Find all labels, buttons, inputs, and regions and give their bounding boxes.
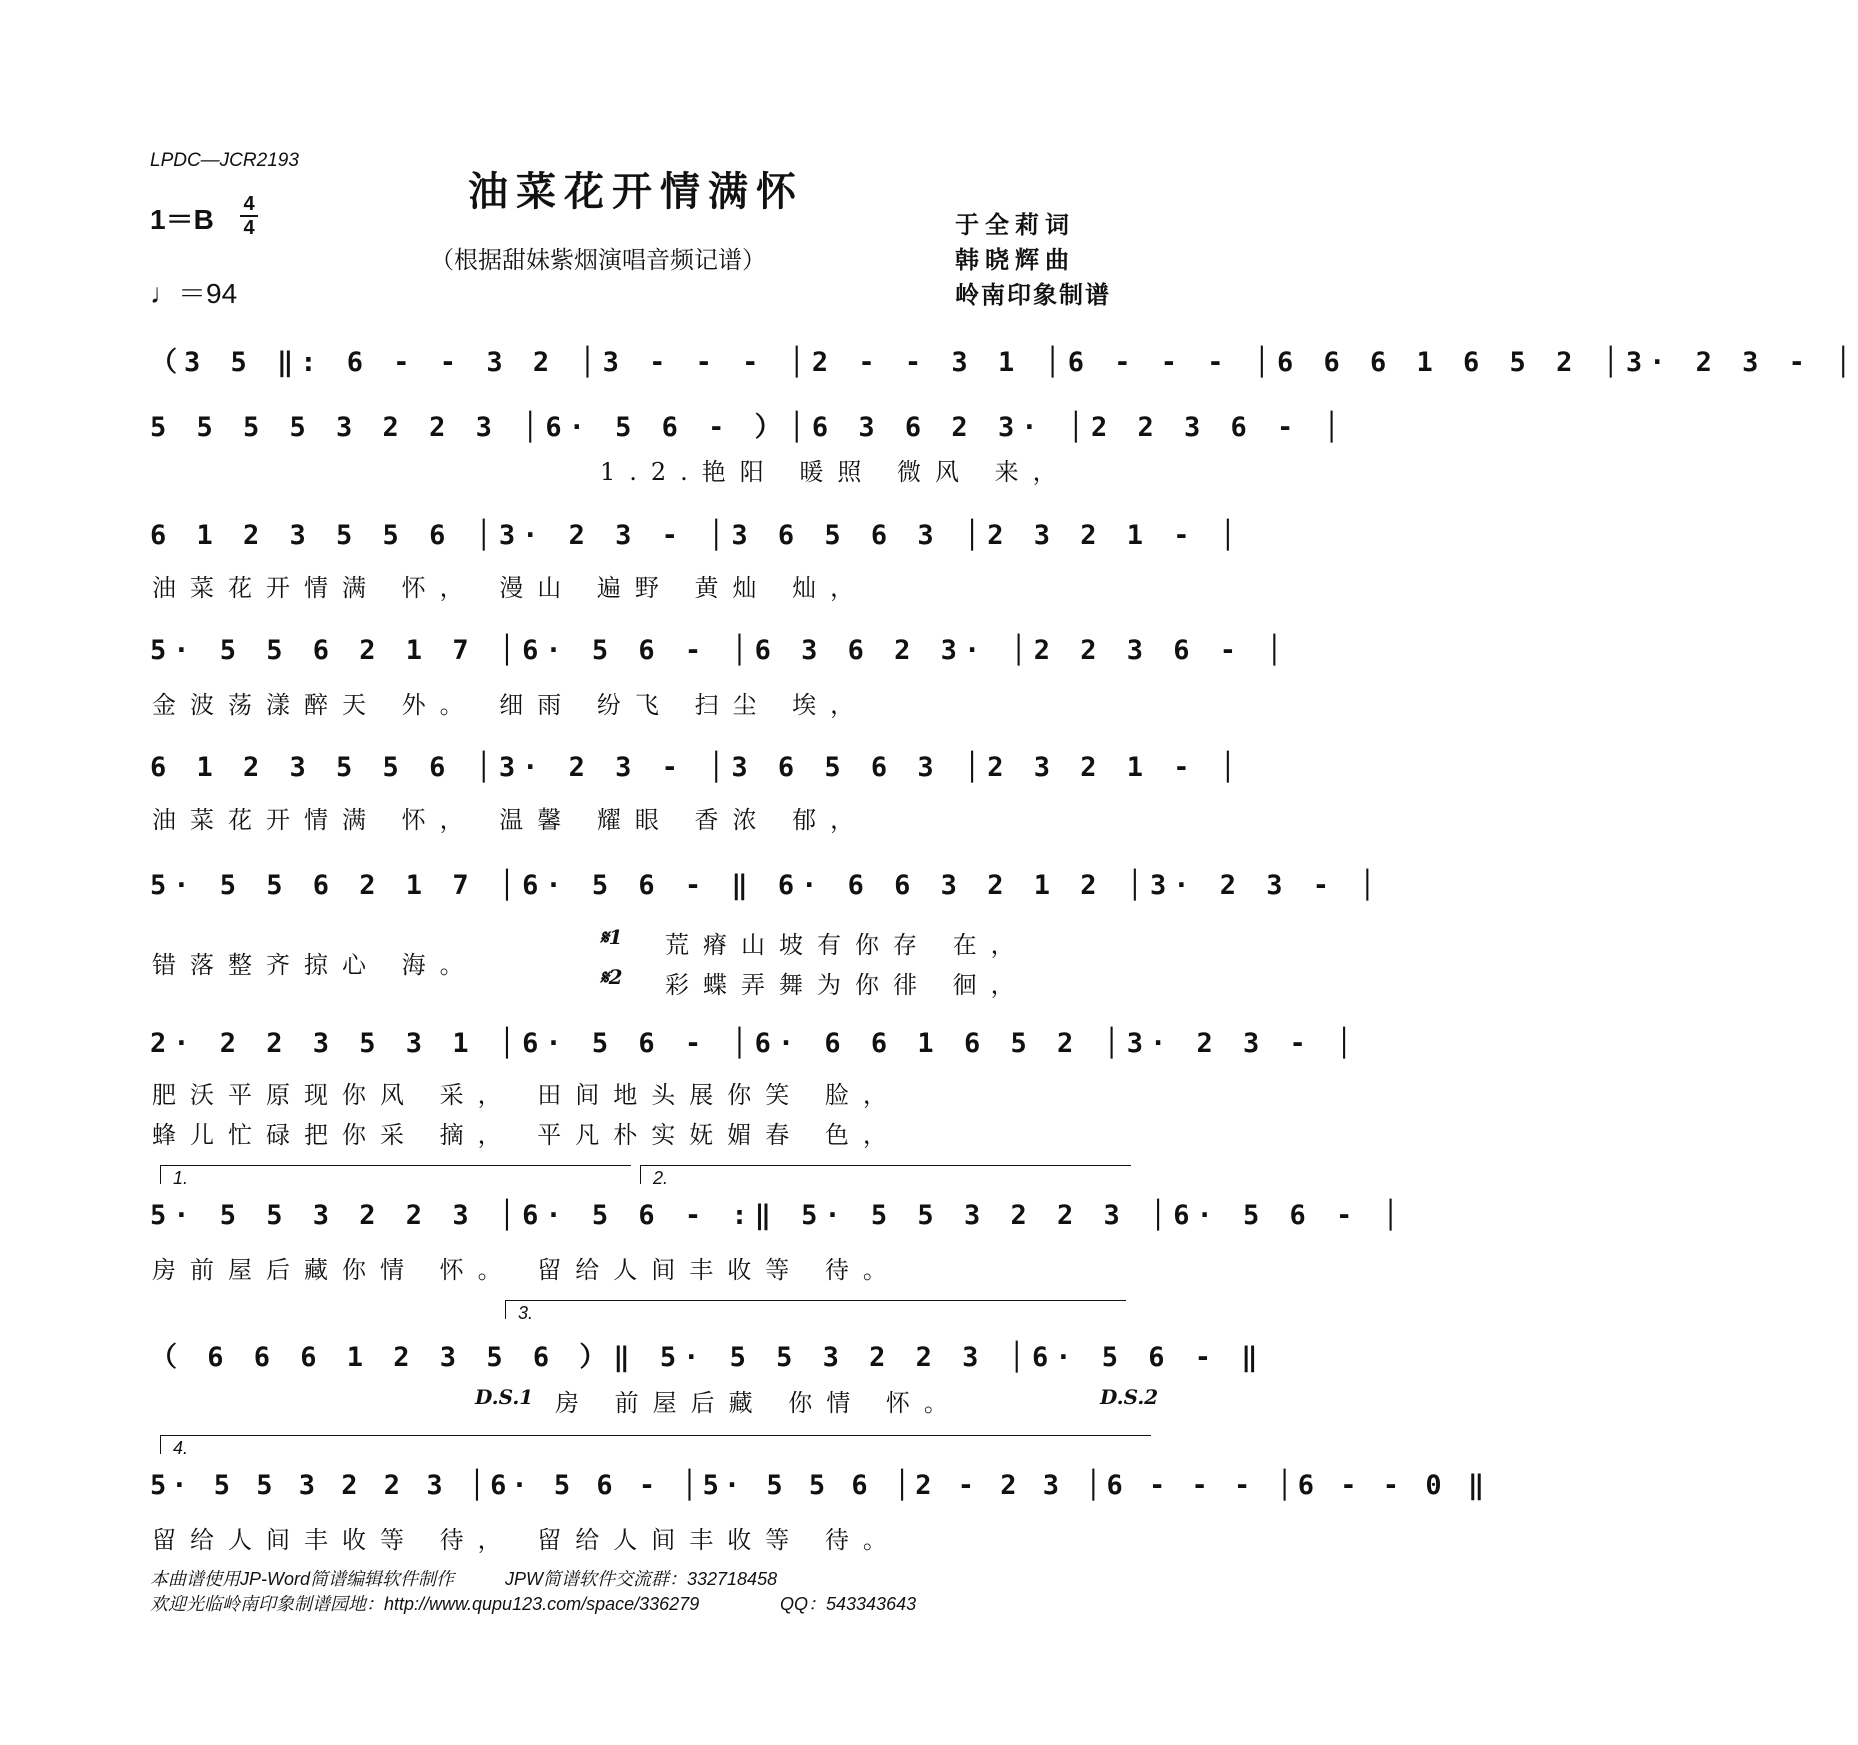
- time-signature: [240, 194, 258, 238]
- lyric-row-6: 错落整齐掠心 海。: [152, 951, 478, 979]
- lyric-row-5: 油菜花开情满 怀， 温馨 耀眼 香浓 郁，: [152, 806, 869, 834]
- lyric-row-7: 肥沃平原现你风 采， 田间地头展你笑 脸，: [152, 1081, 901, 1109]
- lyric-row-10: 留给人间丰收等 待， 留给人间丰收等 待。: [152, 1526, 901, 1554]
- verse-line-1: 荒瘠山坡有你存 在，: [665, 931, 1029, 959]
- tempo-marking: ♩＝94: [150, 278, 238, 309]
- lyric-row-9: 房 前屋后藏 你情 怀。: [555, 1389, 962, 1417]
- volta-3-label: 3.: [518, 1303, 534, 1323]
- footer-line-2b: QQ：543343643: [780, 1594, 917, 1614]
- page-title: 油菜花开情满怀: [468, 168, 804, 215]
- lyric-row-4: 金波荡漾醉天 外。 细雨 纷飞 扫尘 埃，: [152, 691, 869, 719]
- notation-row-1: （3 5 ‖: 6 - - 3 2 │3 - - - │2 - - 3 1 │6 - - - │6 6 6 1 6 5 2 │3· 2 3 - │: [150, 347, 1858, 378]
- segno-1: 𝄋1: [600, 925, 623, 949]
- footer-line-2a: 欢迎光临岭南印象制谱园地：http://www.qupu123.com/space/336279: [150, 1594, 700, 1614]
- notation-row-4: 5· 5 5 6 2 1 7 │6· 5 6 - │6 3 6 2 3· │2 2 3 6 - │: [150, 635, 1290, 666]
- arranger-credit: 岭南印象制谱: [955, 280, 1111, 309]
- notation-row-6: 5· 5 5 6 2 1 7 │6· 5 6 - ‖ 6· 6 6 3 2 1 2 │3· 2 3 - │: [150, 870, 1383, 901]
- ds2-mark: D.S.2: [1100, 1385, 1159, 1409]
- segno-2: 𝄋2: [600, 965, 623, 989]
- lyric-row-3: 油菜花开情满 怀， 漫山 遍野 黄灿 灿，: [152, 574, 869, 602]
- volta-1-label: 1.: [173, 1168, 189, 1188]
- notation-row-2: 5 5 5 5 3 2 2 3 │6· 5 6 - ）│6 3 6 2 3· │2 2 3 6 - │: [150, 412, 1347, 443]
- notation-row-9: （ 6 6 6 1 2 3 5 6 ）‖ 5· 5 5 3 2 2 3 │6· 5 6 - ‖: [150, 1342, 1265, 1373]
- volta-2: [640, 1165, 1131, 1188]
- footer-line-1a: 本曲谱使用JP-Word简谱编辑软件制作: [150, 1569, 455, 1589]
- key-signature: 1＝B: [150, 204, 214, 235]
- lyricist-credit: 于全莉词: [955, 210, 1075, 239]
- time-numerator: 4: [243, 193, 255, 215]
- ds1-mark: D.S.1: [475, 1385, 534, 1409]
- composer-credit: 韩晓辉曲: [955, 245, 1075, 274]
- notation-row-10: 5· 5 5 3 2 2 3 │6· 5 6 - │5· 5 5 6 │2 - 2 3 │6 - - - │6 - - 0 ‖: [150, 1470, 1490, 1501]
- lyric-row-8: 房前屋后藏你情 怀。 留给人间丰收等 待。: [152, 1256, 901, 1284]
- notation-row-3: 6 1 2 3 5 5 6 │3· 2 3 - │3 6 5 6 3 │2 3 2 1 - │: [150, 520, 1244, 551]
- lyric-row-2: 1.2.艳阳 暖照 微风 来，: [600, 458, 1071, 486]
- notation-row-8: 5· 5 5 3 2 2 3 │6· 5 6 - :‖ 5· 5 5 3 2 2 3 │6· 5 6 - │: [150, 1200, 1406, 1231]
- subtitle: （根据甜妹紫烟演唱音频记谱）: [430, 246, 766, 274]
- notation-row-5: 6 1 2 3 5 5 6 │3· 2 3 - │3 6 5 6 3 │2 3 2 1 - │: [150, 752, 1244, 783]
- lyric-row-7b: 蜂儿忙碌把你采 摘， 平凡朴实妩媚春 色，: [152, 1121, 901, 1149]
- footer-line-1b: JPW简谱软件交流群：332718458: [505, 1569, 778, 1589]
- verse-line-2: 彩蝶弄舞为你徘 徊，: [665, 971, 1029, 999]
- time-denominator: 4: [243, 217, 255, 239]
- volta-4: [160, 1435, 1151, 1458]
- volta-1: [160, 1165, 631, 1188]
- score-code: LPDC—JCR2193: [150, 150, 299, 171]
- volta-4-label: 4.: [173, 1438, 189, 1458]
- notation-row-7: 2· 2 2 3 5 3 1 │6· 5 6 - │6· 6 6 1 6 5 2 │3· 2 3 - │: [150, 1028, 1360, 1059]
- volta-3: [505, 1300, 1126, 1323]
- volta-2-label: 2.: [653, 1168, 669, 1188]
